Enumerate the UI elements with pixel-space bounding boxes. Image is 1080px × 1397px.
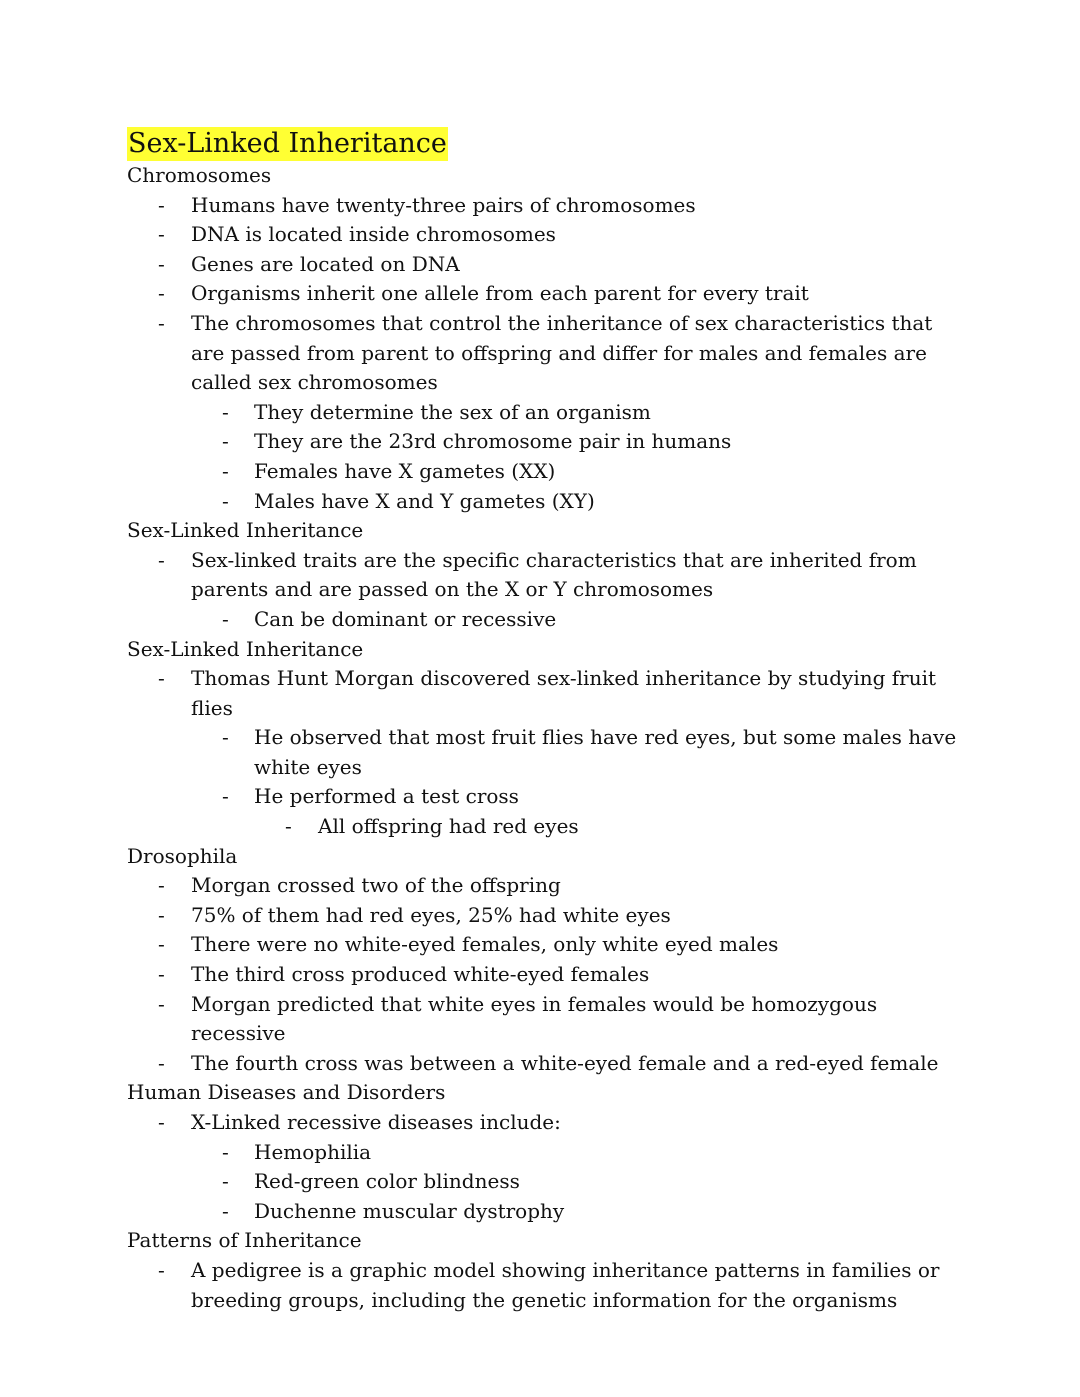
list-item-text: There were no white-eyed females, only white eyed males xyxy=(191,932,779,957)
list-item-text: He performed a test cross xyxy=(254,784,519,809)
list-item xyxy=(127,279,967,309)
list-item xyxy=(127,309,967,398)
dash-bullet-icon: - xyxy=(158,932,165,957)
dash-bullet-icon: - xyxy=(285,814,292,839)
list-item-text: A pedigree is a graphic model showing inheritance patterns in families or breeding groups, including the genetic information for the organisms xyxy=(191,1257,940,1312)
list-item-text: X-Linked recessive diseases include: xyxy=(191,1110,561,1134)
dash-bullet-icon: - xyxy=(158,666,165,691)
bullet-list xyxy=(127,1108,967,1226)
list-item-text: Males have X and Y gametes (XY) xyxy=(254,488,595,513)
list-item xyxy=(127,812,967,842)
list-item-text: Duchenne muscular dystrophy xyxy=(254,1198,565,1223)
list-item xyxy=(127,1197,967,1227)
bullet-list xyxy=(127,546,967,635)
list-item xyxy=(127,487,967,517)
bullet-list xyxy=(127,664,967,842)
list-item xyxy=(127,546,967,605)
list-item-text: Can be dominant or recessive xyxy=(254,606,557,631)
dash-bullet-icon: - xyxy=(158,1257,165,1282)
dash-bullet-icon: - xyxy=(222,429,229,454)
dash-bullet-icon: - xyxy=(222,1198,229,1223)
list-item-text: Organisms inherit one allele from each parent for every trait xyxy=(191,281,809,306)
dash-bullet-icon: - xyxy=(158,1110,165,1134)
list-item-text: Hemophilia xyxy=(254,1139,372,1164)
dash-bullet-icon: - xyxy=(158,310,165,335)
list-item-text: DNA is located inside chromosomes xyxy=(191,222,556,247)
dash-bullet-icon: - xyxy=(222,488,229,513)
list-item xyxy=(127,398,967,428)
dash-bullet-icon: - xyxy=(222,458,229,483)
list-item-text: The fourth cross was between a white-eyed female and a red-eyed female xyxy=(191,1050,939,1075)
dash-bullet-icon: - xyxy=(222,606,229,631)
bullet-list xyxy=(127,871,967,1078)
list-item xyxy=(127,1167,967,1197)
list-item xyxy=(127,723,967,782)
list-item-text: He observed that most fruit flies have red eyes, but some males have white eyes xyxy=(254,725,957,779)
list-item xyxy=(127,457,967,487)
list-item-text: They determine the sex of an organism xyxy=(254,399,651,424)
list-item-text: Females have X gametes (XX) xyxy=(254,458,556,483)
list-item xyxy=(127,960,967,990)
list-item xyxy=(127,1108,967,1138)
list-item-text: They are the 23rd chromosome pair in humans xyxy=(254,429,732,454)
list-item-text: All offspring had red eyes xyxy=(318,814,579,839)
dash-bullet-icon: - xyxy=(158,873,165,898)
page-title: Sex-Linked Inheritance xyxy=(128,128,447,159)
list-item-text: 75% of them had red eyes, 25% had white eyes xyxy=(191,902,671,927)
list-item xyxy=(127,782,967,812)
section-heading: Patterns of Inheritance xyxy=(127,1228,362,1253)
list-item xyxy=(127,427,967,457)
dash-bullet-icon: - xyxy=(158,281,165,306)
dash-bullet-icon: - xyxy=(158,1050,165,1075)
list-item-text: The chromosomes that control the inheritance of sex characteristics that are passed from parent to offspring and differ for males and females are called sex chromosomes xyxy=(191,310,933,395)
list-item-text: Morgan predicted that white eyes in females would be homozygous recessive xyxy=(191,991,878,1046)
list-item-text: Sex-linked traits are the specific characteristics that are inherited from parents and are passed on the X or Y chromosomes xyxy=(191,547,917,602)
list-item xyxy=(127,191,967,221)
list-item-text: Red-green color blindness xyxy=(254,1169,520,1194)
section xyxy=(127,635,967,842)
section xyxy=(127,1078,967,1226)
section-heading: Sex-Linked Inheritance xyxy=(127,518,364,543)
dash-bullet-icon: - xyxy=(158,962,165,987)
dash-bullet-icon: - xyxy=(222,784,229,809)
list-item xyxy=(127,1049,967,1079)
section-heading: Chromosomes xyxy=(127,163,272,187)
document-page xyxy=(127,127,967,1315)
list-item-text: Humans have twenty-three pairs of chromosomes xyxy=(191,192,696,217)
list-item xyxy=(127,871,967,901)
list-item xyxy=(127,930,967,960)
dash-bullet-icon: - xyxy=(222,725,229,750)
section xyxy=(127,1226,967,1315)
list-item xyxy=(127,990,967,1049)
dash-bullet-icon: - xyxy=(222,399,229,424)
list-item xyxy=(127,605,967,635)
list-item-text: The third cross produced white-eyed females xyxy=(191,962,650,987)
section-heading: Sex-Linked Inheritance xyxy=(127,636,364,661)
list-item-text: Morgan crossed two of the offspring xyxy=(191,873,561,898)
list-item xyxy=(127,1256,967,1315)
dash-bullet-icon: - xyxy=(222,1139,229,1164)
dash-bullet-icon: - xyxy=(158,192,165,217)
section xyxy=(127,842,967,1079)
list-item xyxy=(127,220,967,250)
bullet-list xyxy=(127,191,967,517)
list-item xyxy=(127,250,967,280)
dash-bullet-icon: - xyxy=(158,222,165,247)
dash-bullet-icon: - xyxy=(158,991,165,1016)
list-item xyxy=(127,1138,967,1168)
section-heading: Drosophila xyxy=(127,843,238,868)
section xyxy=(127,161,967,516)
list-item xyxy=(127,664,967,723)
list-item-text: Genes are located on DNA xyxy=(191,251,460,276)
section-heading: Human Diseases and Disorders xyxy=(127,1080,446,1105)
dash-bullet-icon: - xyxy=(158,547,165,572)
dash-bullet-icon: - xyxy=(158,902,165,927)
notes-body xyxy=(127,161,967,1315)
dash-bullet-icon: - xyxy=(158,251,165,276)
section xyxy=(127,516,967,634)
bullet-list xyxy=(127,1256,967,1315)
dash-bullet-icon: - xyxy=(222,1169,229,1194)
list-item-text: Thomas Hunt Morgan discovered sex-linked inheritance by studying fruit flies xyxy=(191,666,937,720)
list-item xyxy=(127,901,967,931)
